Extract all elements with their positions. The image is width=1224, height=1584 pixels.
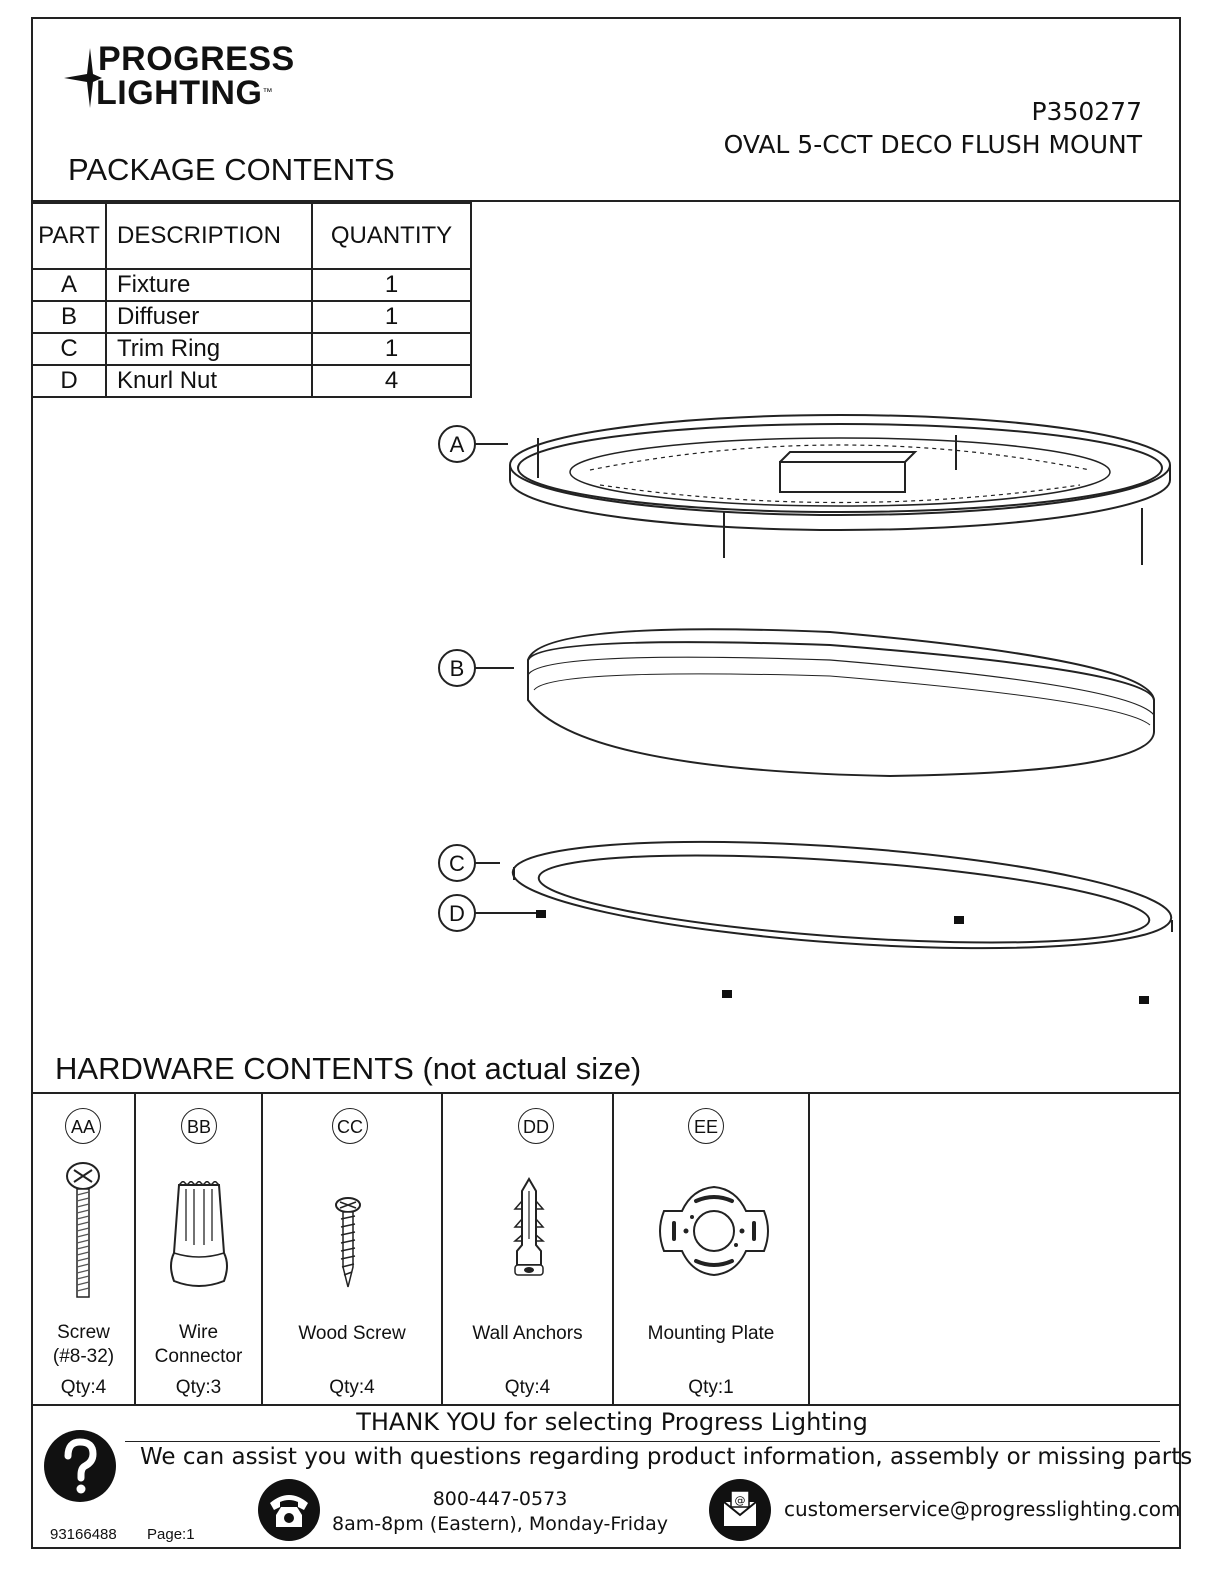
fixture-drawing: [510, 415, 1170, 565]
support-email[interactable]: customerservice@progresslighting.com: [784, 1497, 1181, 1521]
parts-table-header: [32, 203, 471, 269]
hardware-code: CC: [332, 1108, 368, 1144]
callout-b: B: [449, 656, 465, 681]
phone-block: [330, 1487, 670, 1537]
hardware-qty: Qty:4: [504, 1377, 551, 1398]
hw-divider: [808, 1093, 810, 1405]
hardware-code: BB: [181, 1108, 217, 1144]
hardware-name: Wall Anchors: [472, 1323, 583, 1344]
header-part: PART: [32, 203, 106, 269]
part-description: Diffuser: [106, 301, 312, 333]
part-quantity: 1: [312, 333, 471, 365]
svg-text:@: @: [734, 1494, 746, 1507]
hardware-item-dd: [443, 1093, 612, 1405]
hardware-name: Mounting Plate: [647, 1323, 775, 1344]
exploded-diagram: [430, 400, 1190, 1040]
knurl-nut: [722, 990, 732, 998]
hardware-name: Wood Screw: [298, 1323, 406, 1344]
callout-a: A: [449, 432, 465, 457]
brand-line-2: LIGHTING™: [96, 74, 273, 112]
phone-icon: [256, 1477, 322, 1543]
diffuser-drawing: [528, 629, 1154, 776]
product-name: OVAL 5-CCT DECO FLUSH MOUNT: [723, 130, 1142, 159]
thank-you-message: THANK YOU for selecting Progress Lighting: [356, 1408, 868, 1436]
part-quantity: 1: [312, 269, 471, 301]
header-description: DESCRIPTION: [106, 203, 312, 269]
assist-underline: [125, 1441, 1160, 1442]
table-row: [32, 269, 471, 301]
wire-connector-icon: [164, 1181, 234, 1291]
header-quantity: QUANTITY: [312, 203, 471, 269]
model-block: [724, 95, 1142, 161]
table-row: [32, 333, 471, 365]
callout-c: C: [449, 851, 465, 876]
support-hours: 8am-8pm (Eastern), Monday-Friday: [331, 1513, 669, 1535]
part-quantity: 1: [312, 301, 471, 333]
question-icon: [42, 1428, 118, 1504]
brand-line-1: PROGRESS: [98, 40, 295, 78]
hardware-name: Screw: [57, 1322, 110, 1343]
assist-message: We can assist you with questions regarding product information, assembly or missing parts: [140, 1444, 1193, 1470]
part-description: Trim Ring: [106, 333, 312, 365]
part-description: Knurl Nut: [106, 365, 312, 397]
hardware-qty: Qty:4: [329, 1377, 375, 1398]
callout-d: D: [449, 901, 465, 926]
wood-screw-icon: [333, 1197, 363, 1289]
package-contents-title: PACKAGE CONTENTS: [68, 152, 395, 187]
part-letter: A: [32, 269, 106, 301]
mounting-plate-icon: [652, 1181, 776, 1281]
hardware-qty: Qty:1: [688, 1377, 734, 1398]
page-number: Page:1: [147, 1526, 195, 1543]
part-letter: D: [32, 365, 106, 397]
parts-table: [31, 202, 472, 398]
hardware-qty: Qty:4: [60, 1377, 107, 1398]
hardware-item-ee: [614, 1093, 808, 1405]
phone-number[interactable]: 800-447-0573: [432, 1488, 568, 1510]
hardware-code: EE: [688, 1108, 724, 1144]
email-icon: [707, 1477, 773, 1543]
table-row: [32, 301, 471, 333]
table-row: [32, 365, 471, 397]
part-quantity: 4: [312, 365, 471, 397]
model-number: P350277: [1031, 97, 1142, 126]
hardware-name: Wire: [178, 1322, 219, 1343]
hardware-name-detail: Connector: [154, 1346, 243, 1367]
hardware-name-detail: (#8-32): [52, 1346, 115, 1367]
hardware-item-cc: [263, 1093, 441, 1405]
hardware-qty: Qty:3: [175, 1377, 222, 1398]
part-letter: B: [32, 301, 106, 333]
knurl-nut: [536, 910, 546, 918]
hardware-item-aa: [33, 1093, 134, 1405]
hardware-contents-title: HARDWARE CONTENTS (not actual size): [55, 1051, 642, 1086]
knurl-nut: [1139, 996, 1149, 1004]
knurl-nut: [954, 916, 964, 924]
part-description: Fixture: [106, 269, 312, 301]
hardware-item-bb: [136, 1093, 261, 1405]
trim-ring-drawing: [509, 824, 1174, 966]
hardware-code: DD: [518, 1108, 554, 1144]
wall-anchor-icon: [509, 1177, 549, 1283]
screw-icon: [63, 1161, 103, 1303]
part-letter: C: [32, 333, 106, 365]
progress-lighting-logo: [62, 42, 322, 112]
document-number: 93166488: [50, 1526, 117, 1543]
hardware-code: AA: [65, 1108, 101, 1144]
